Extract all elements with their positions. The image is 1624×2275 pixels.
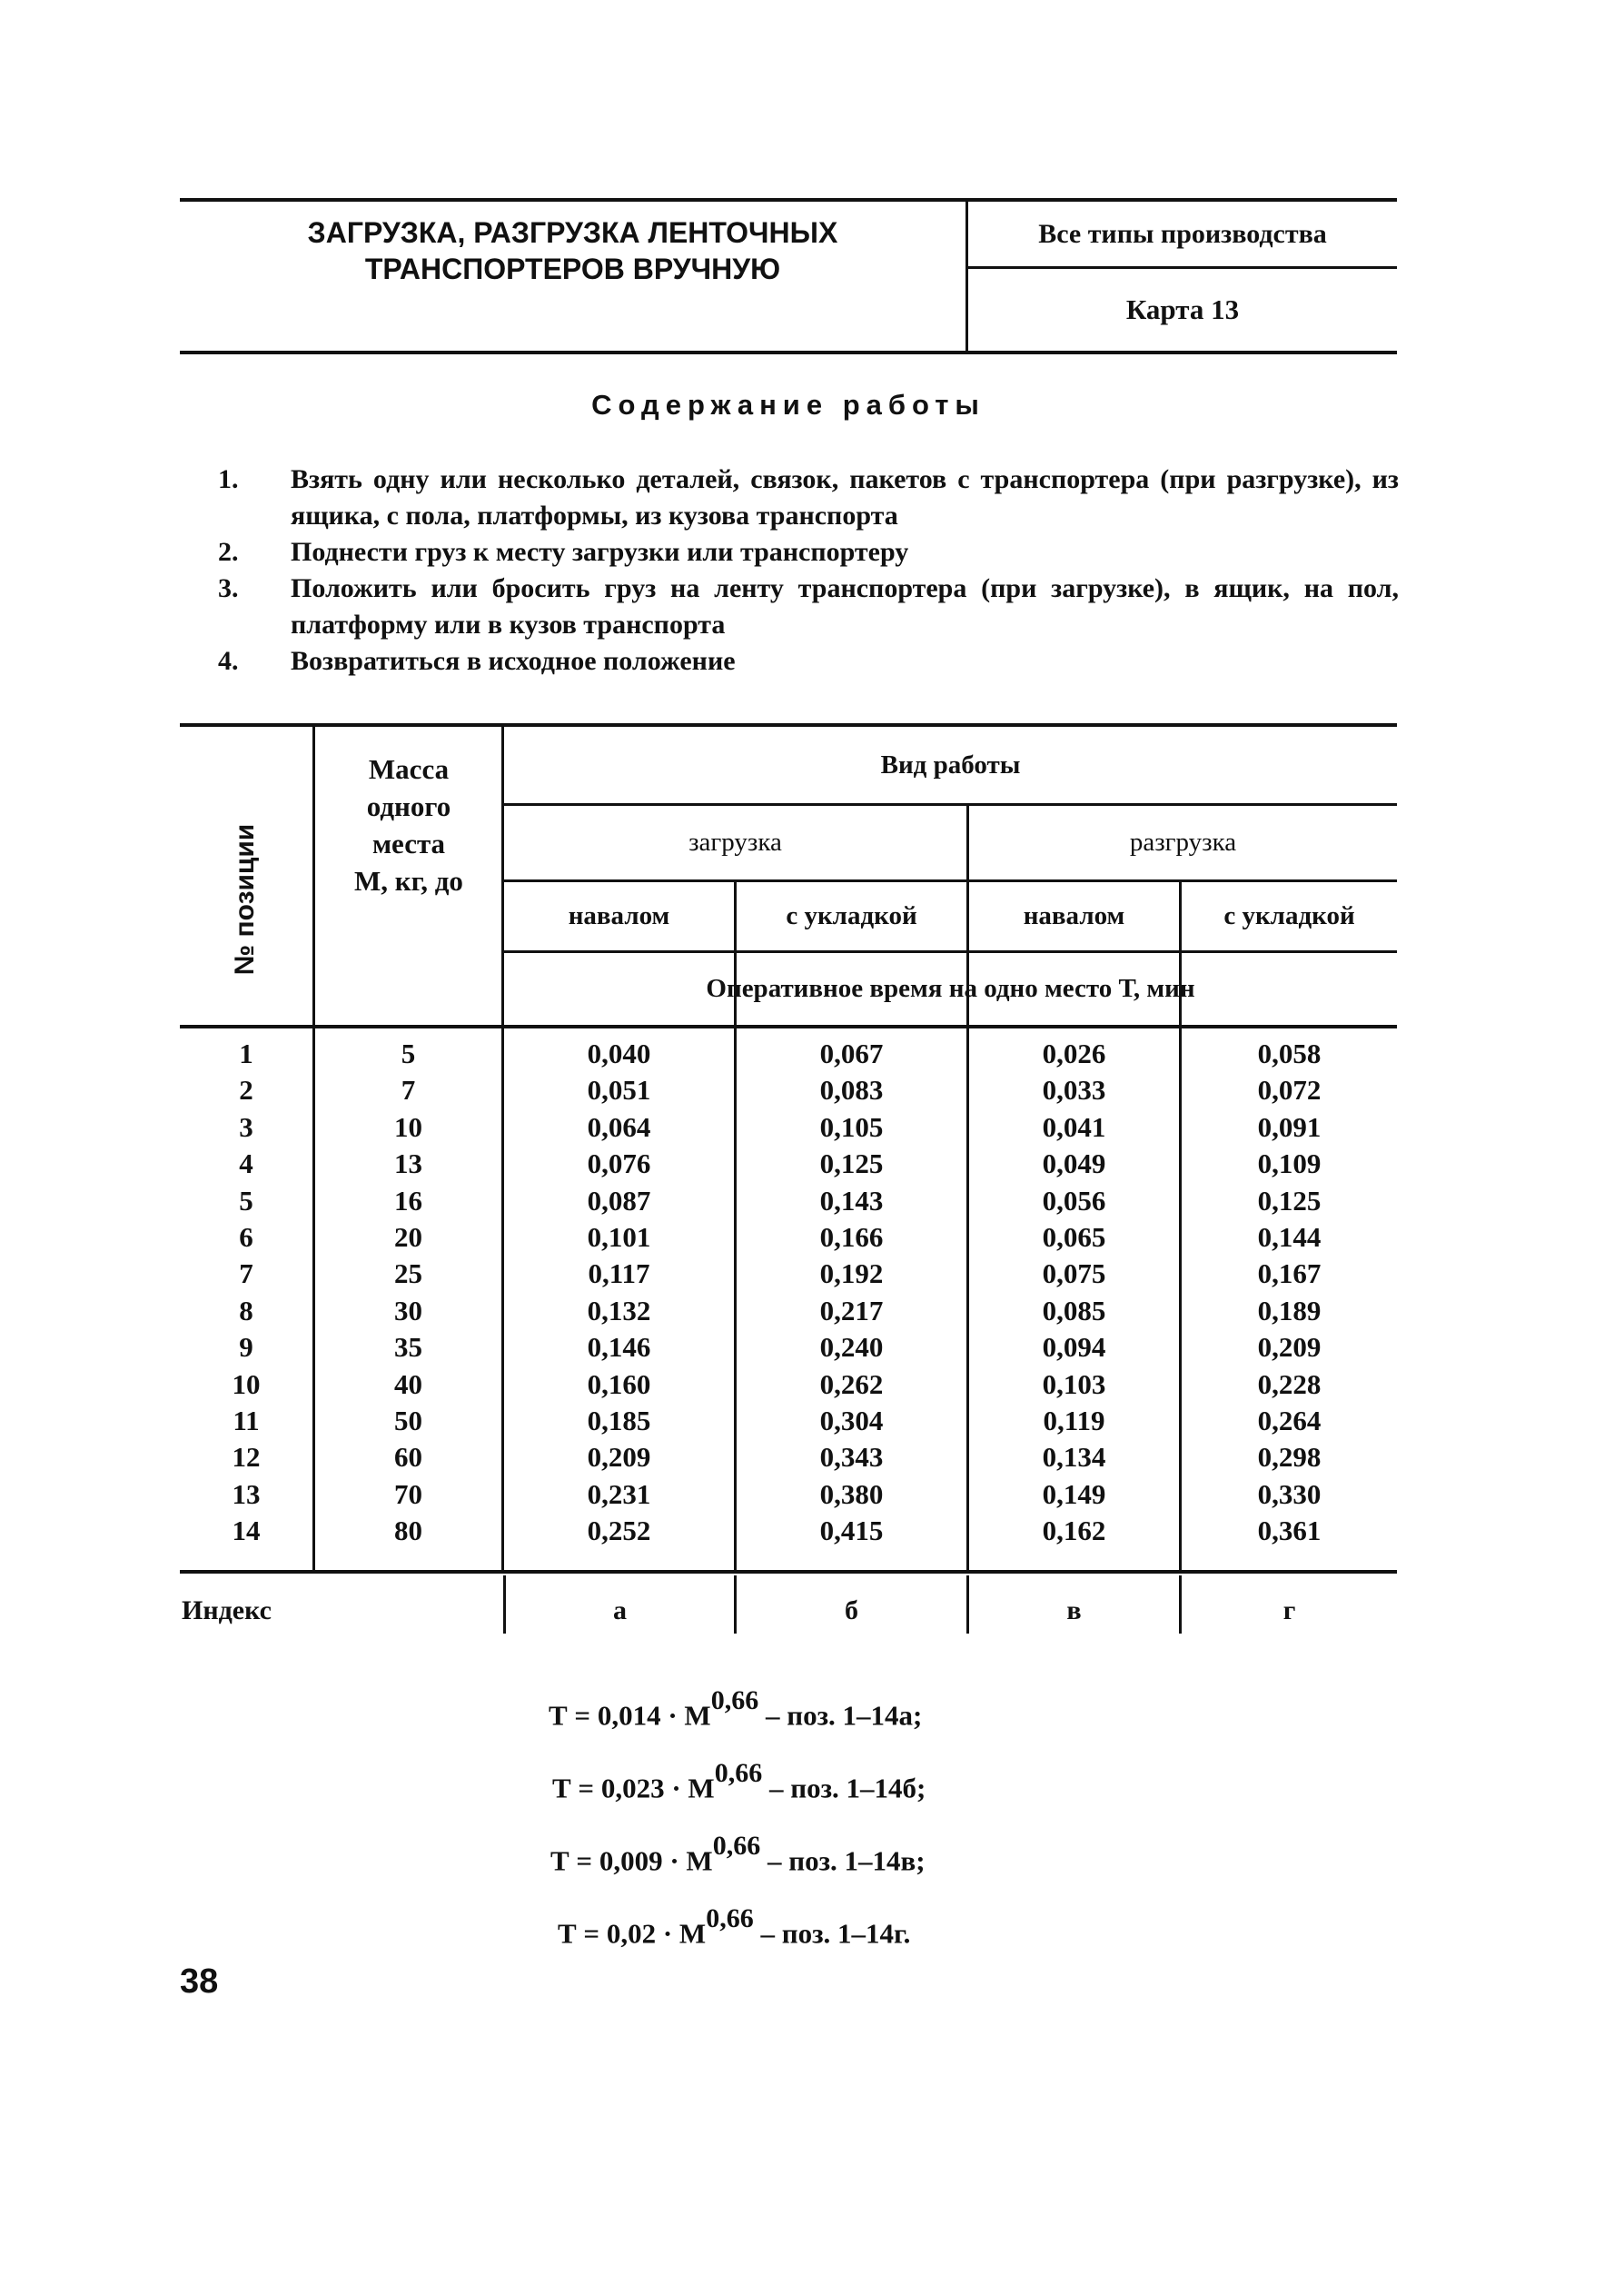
table-cell-mass: 30	[394, 1294, 422, 1326]
table-cell-g: 0,109	[1257, 1147, 1322, 1180]
unloading-bulk-header: навалом	[1023, 901, 1125, 930]
table-rule-bottom	[180, 1570, 1397, 1574]
formula-right: – поз. 1–14а;	[758, 1699, 923, 1732]
table-cell-mass: 16	[394, 1184, 422, 1217]
table-cell-g: 0,058	[1257, 1038, 1322, 1069]
table-cell-a: 0,040	[587, 1038, 651, 1069]
table-cell-a: 0,209	[587, 1441, 651, 1474]
formula-left: Т = 0,014 · М	[549, 1699, 711, 1732]
page-number: 38	[180, 1962, 219, 2001]
table-cell-a: 0,076	[587, 1147, 651, 1180]
table-row	[180, 1513, 1397, 1549]
formula-line	[550, 1815, 1186, 1888]
loading-stacked-header: с укладкой	[786, 901, 917, 930]
index-g: г	[1282, 1595, 1296, 1625]
table-cell-v: 0,094	[1042, 1331, 1106, 1364]
formula-exponent: 0,66	[706, 1903, 754, 1933]
table-row	[180, 1109, 1397, 1146]
table-cell-b: 0,380	[819, 1477, 884, 1510]
table-cell-g: 0,228	[1257, 1367, 1322, 1400]
table-cell-b: 0,083	[819, 1074, 884, 1107]
table-cell-b: 0,105	[819, 1110, 884, 1143]
formula-line	[552, 1743, 1188, 1815]
table-row	[180, 1366, 1397, 1403]
table-cell-b: 0,217	[819, 1294, 884, 1326]
work-step	[218, 534, 1399, 571]
table-cell-mass: 35	[394, 1331, 422, 1364]
table-cell-a: 0,160	[587, 1367, 651, 1400]
table-cell-b: 0,166	[819, 1221, 884, 1253]
step-number: 1.	[218, 464, 239, 494]
table-cell-v: 0,134	[1042, 1441, 1106, 1474]
card-header	[180, 198, 1397, 354]
table-cell-mass: 7	[401, 1074, 416, 1107]
formula-left: Т = 0,023 · М	[552, 1772, 715, 1804]
formula-line	[549, 1670, 1184, 1743]
table-cell-mass: 20	[394, 1221, 422, 1253]
table-cell-g: 0,298	[1257, 1441, 1322, 1474]
formula-exponent: 0,66	[712, 1831, 761, 1861]
formula-left: Т = 0,02 · М	[558, 1917, 707, 1950]
table-cell-g: 0,264	[1257, 1405, 1322, 1436]
table-cell-v: 0,149	[1042, 1477, 1106, 1510]
table-cell-a: 0,064	[587, 1110, 651, 1143]
table-cell-g: 0,209	[1257, 1331, 1322, 1364]
table-cell-pos: 5	[239, 1184, 253, 1217]
table-cell-g: 0,189	[1257, 1294, 1322, 1326]
unloading-header: разгрузка	[1129, 828, 1237, 857]
table-cell-b: 0,415	[819, 1515, 884, 1547]
card-title-line-2: ТРАНСПОРТЕРОВ ВРУЧНУЮ	[364, 253, 781, 285]
table-cell-mass: 50	[394, 1405, 422, 1436]
table-cell-b: 0,143	[819, 1184, 884, 1217]
table-cell-pos: 12	[232, 1441, 261, 1474]
table-cell-b: 0,304	[819, 1405, 884, 1436]
table-cell-mass: 80	[394, 1515, 422, 1547]
production-type: Все типы производства	[968, 202, 1397, 269]
table-cell-mass: 10	[394, 1110, 422, 1143]
table-cell-g: 0,144	[1257, 1221, 1322, 1253]
step-text: Возвратиться в исходное положение	[291, 646, 736, 676]
index-v: в	[1066, 1595, 1082, 1625]
table-row	[180, 1329, 1397, 1366]
time-caption: Оперативное время на одно место Т, мин	[706, 974, 1195, 1003]
table-row	[180, 1293, 1397, 1329]
table-cell-pos: 8	[239, 1294, 253, 1326]
formula-left: Т = 0,009 · М	[550, 1844, 713, 1877]
table-cell-g: 0,125	[1257, 1184, 1322, 1217]
table-cell-v: 0,085	[1042, 1294, 1106, 1326]
table-row	[180, 1072, 1397, 1108]
table-cell-b: 0,262	[819, 1367, 884, 1400]
table-cell-v: 0,075	[1042, 1257, 1106, 1290]
table-row	[180, 1183, 1397, 1219]
work-steps-list	[218, 462, 1399, 680]
position-header-text: № позиции	[230, 823, 260, 976]
table-cell-b: 0,192	[819, 1257, 884, 1290]
mass-header-line: места	[371, 828, 446, 859]
table-cell-a: 0,117	[588, 1257, 650, 1290]
table-cell-a: 0,087	[587, 1184, 651, 1217]
step-number: 4.	[218, 646, 239, 676]
card-title-box	[180, 202, 968, 351]
table-cell-pos: 4	[239, 1147, 253, 1180]
table-cell-v: 0,119	[1043, 1405, 1105, 1436]
table-cell-g: 0,330	[1257, 1477, 1322, 1510]
table-cell-g: 0,072	[1257, 1074, 1322, 1107]
step-number: 3.	[218, 573, 239, 603]
table-cell-v: 0,026	[1042, 1038, 1106, 1069]
table-cell-v: 0,049	[1042, 1147, 1106, 1180]
table-cell-v: 0,056	[1042, 1184, 1106, 1217]
table-row	[180, 1439, 1397, 1475]
table-cell-pos: 2	[239, 1074, 253, 1107]
table-cell-a: 0,252	[587, 1515, 651, 1547]
table-cell-mass: 40	[394, 1367, 422, 1400]
table-cell-v: 0,041	[1042, 1110, 1106, 1143]
formula-right: – поз. 1–14г.	[753, 1917, 911, 1950]
step-text: Поднести груз к месту загрузки или транспортеру	[291, 537, 909, 567]
table-cell-a: 0,146	[587, 1331, 651, 1364]
table-cell-mass: 5	[401, 1038, 416, 1069]
table-cell-b: 0,240	[819, 1331, 884, 1364]
table-cell-a: 0,132	[587, 1294, 651, 1326]
table-cell-pos: 1	[239, 1038, 253, 1069]
table-cell-b: 0,125	[819, 1147, 884, 1180]
table-cell-g: 0,361	[1257, 1515, 1322, 1547]
formula-line	[558, 1888, 1193, 1961]
table-cell-pos: 6	[239, 1221, 253, 1253]
table-row	[180, 1403, 1397, 1439]
loading-bulk-header: навалом	[568, 901, 670, 930]
table-cell-a: 0,231	[587, 1477, 651, 1510]
time-norms-table	[180, 723, 1397, 1575]
unloading-stacked-header: с укладкой	[1223, 901, 1355, 930]
table-cell-v: 0,162	[1042, 1515, 1106, 1547]
table-row	[180, 1476, 1397, 1513]
table-cell-a: 0,185	[587, 1405, 651, 1436]
table-cell-v: 0,103	[1042, 1367, 1106, 1400]
work-step	[218, 643, 1399, 680]
step-text: Взять одну или несколько деталей, связок, пакетов с транспортера (при разгрузке), из ящика, с пола, платформы, из кузова транспорта	[291, 464, 1399, 531]
formula-right: – поз. 1–14б;	[762, 1772, 926, 1804]
work-step	[218, 462, 1399, 534]
table-cell-mass: 25	[394, 1257, 422, 1290]
table-cell-pos: 13	[232, 1477, 261, 1510]
table-row	[180, 1256, 1397, 1292]
formula-right: – поз. 1–14в;	[760, 1844, 926, 1877]
table-row	[180, 1219, 1397, 1256]
work-content-title: Содержание работы	[591, 389, 985, 421]
table-row	[180, 1146, 1397, 1182]
table-cell-pos: 3	[239, 1110, 253, 1143]
position-column-header	[200, 763, 291, 1036]
index-a: а	[613, 1595, 627, 1625]
formulas	[509, 1670, 1144, 1961]
table-cell-v: 0,065	[1042, 1221, 1106, 1253]
mass-column-header	[316, 750, 501, 899]
mass-header-line: М, кг, до	[354, 865, 463, 897]
table-row	[180, 1036, 1397, 1072]
table-cell-mass: 70	[394, 1477, 422, 1510]
table-cell-v: 0,033	[1042, 1074, 1106, 1107]
table-cell-pos: 11	[233, 1405, 260, 1436]
table-cell-pos: 10	[232, 1367, 261, 1400]
step-text: Положить или бросить груз на ленту транспортера (при загрузке), в ящик, на пол, платформу или в кузов транспорта	[291, 573, 1399, 640]
work-step	[218, 571, 1399, 643]
step-number: 2.	[218, 537, 239, 567]
table-cell-g: 0,167	[1257, 1257, 1322, 1290]
table-cell-a: 0,101	[587, 1221, 651, 1253]
table-cell-pos: 14	[232, 1515, 261, 1547]
table-cell-b: 0,067	[819, 1038, 884, 1069]
table-cell-mass: 13	[394, 1147, 422, 1180]
table-cell-g: 0,091	[1257, 1110, 1322, 1143]
table-cell-b: 0,343	[819, 1441, 884, 1474]
table-cell-pos: 7	[239, 1257, 253, 1290]
index-b: б	[845, 1595, 858, 1625]
mass-header-line: Масса	[368, 753, 450, 785]
formula-exponent: 0,66	[710, 1685, 759, 1715]
card-number: Карта 13	[1125, 293, 1240, 325]
table-cell-a: 0,051	[587, 1074, 651, 1107]
card-title-line-1: ЗАГРУЗКА, РАЗГРУЗКА ЛЕНТОЧНЫХ	[307, 216, 838, 249]
work-type-header: Вид работы	[880, 750, 1021, 780]
loading-header: загрузка	[688, 828, 782, 857]
mass-header-line: одного	[366, 790, 451, 822]
table-cell-mass: 60	[394, 1441, 422, 1474]
table-rule	[180, 1025, 1397, 1028]
formula-exponent: 0,66	[714, 1758, 763, 1788]
table-cell-pos: 9	[239, 1331, 253, 1364]
index-label: Индекс	[182, 1595, 272, 1625]
